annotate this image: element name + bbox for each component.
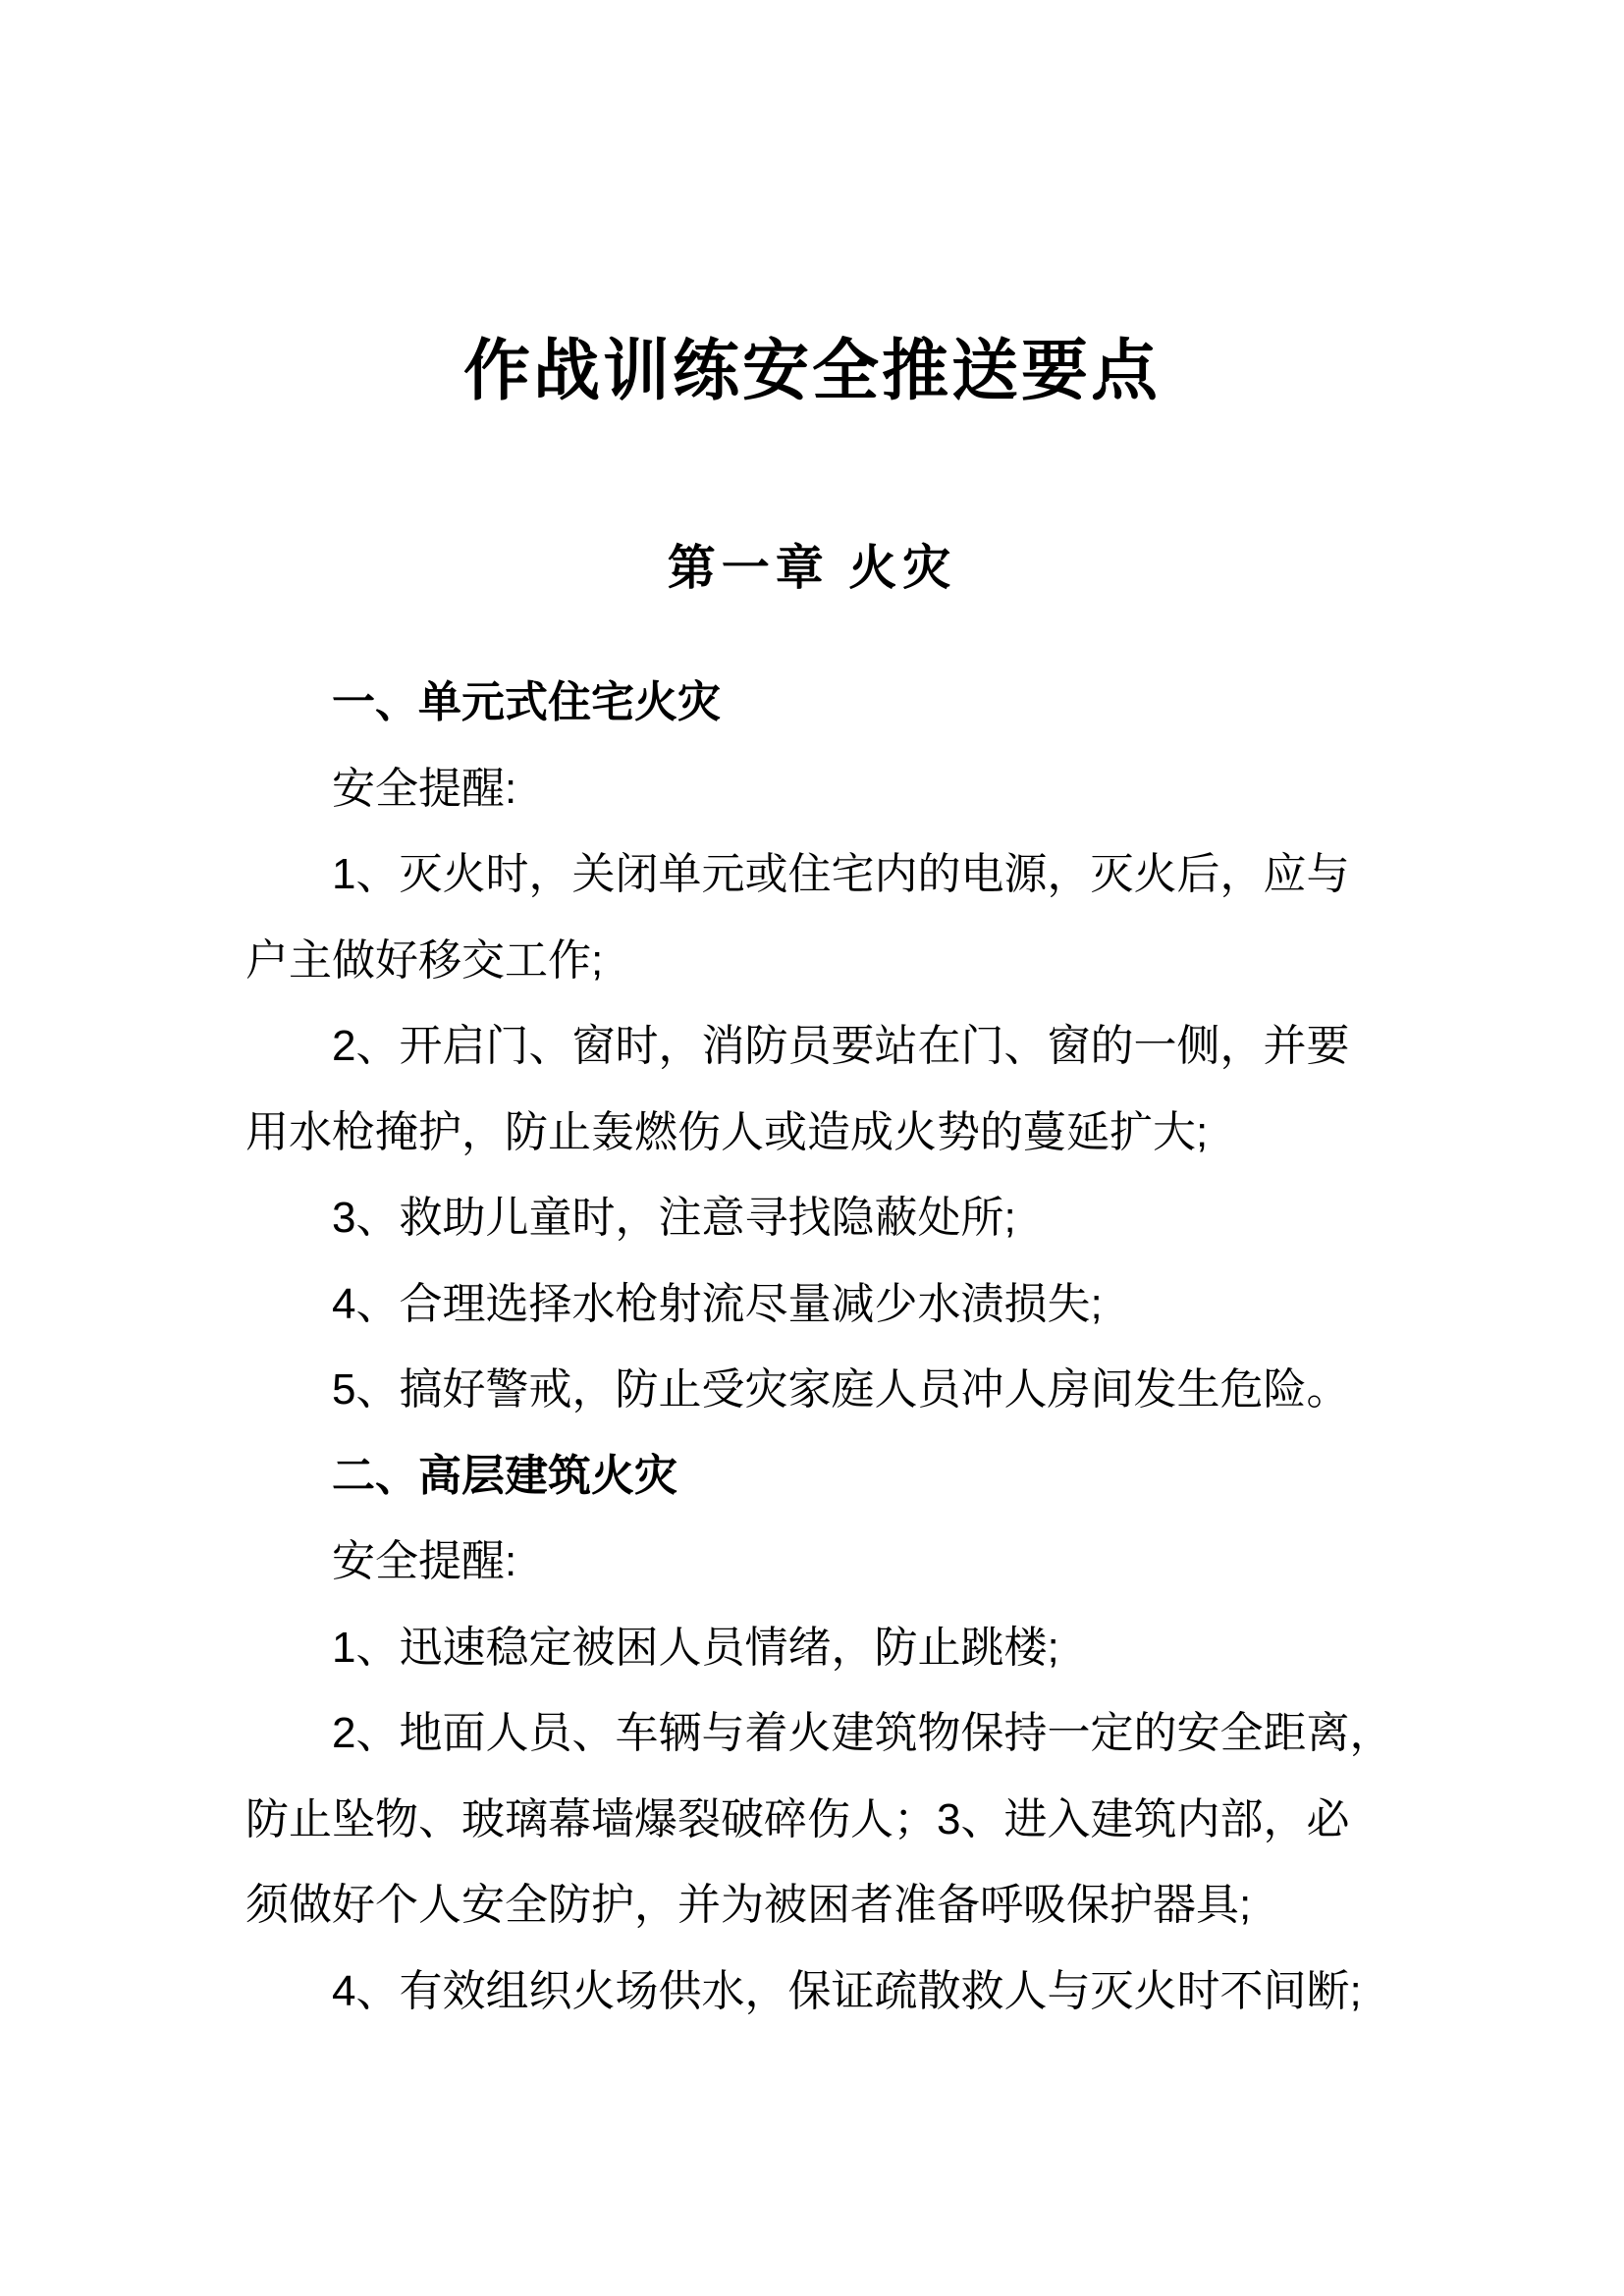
body-line: 须做好个人安全防护，并为被困者准备呼吸保护器具;	[245, 1881, 1252, 1929]
body-line: 1、灭火时，关闭单元或住宅内的电源，灭火后，应与	[332, 850, 1350, 898]
body-line: 2、开启门、窗时，消防员要站在门、窗的一侧，并要	[332, 1022, 1350, 1070]
chapter-heading: 第一章 火灾	[667, 542, 957, 595]
body-line: 1、迅速稳定被困人员情绪，防止跳楼;	[332, 1623, 1059, 1672]
body-line: 用水枪掩护，防止轰燃伤人或造成火势的蔓延扩大;	[245, 1107, 1209, 1156]
body-line: 2、地面人员、车辆与着火建筑物保持一定的安全距离，	[332, 1709, 1393, 1757]
body-line: 安全提醒:	[332, 1537, 517, 1585]
document-title: 作战训练安全推送要点	[462, 334, 1161, 408]
body-line: 5、搞好警戒，防止受灾家庭人员冲人房间发生危险。	[332, 1365, 1350, 1414]
body-line: 防止坠物、玻璃幕墙爆裂破碎伤人；3、进入建筑内部，必	[245, 1794, 1350, 1843]
body-line: 一、单元式住宅火灾	[332, 678, 721, 726]
body-line: 二、高层建筑火灾	[332, 1451, 677, 1500]
body-line: 户主做好移交工作;	[245, 935, 604, 985]
body-line: 4、有效组织火场供水，保证疏散救人与灭火时不间断;	[332, 1966, 1362, 2015]
body-line: 4、合理选择水枪射流尽量减少水渍损失;	[332, 1279, 1103, 1328]
body-line: 3、救助儿童时，注意寻找隐蔽处所;	[332, 1194, 1016, 1242]
body-line: 安全提醒:	[332, 764, 517, 813]
body-lines	[245, 660, 1393, 2034]
